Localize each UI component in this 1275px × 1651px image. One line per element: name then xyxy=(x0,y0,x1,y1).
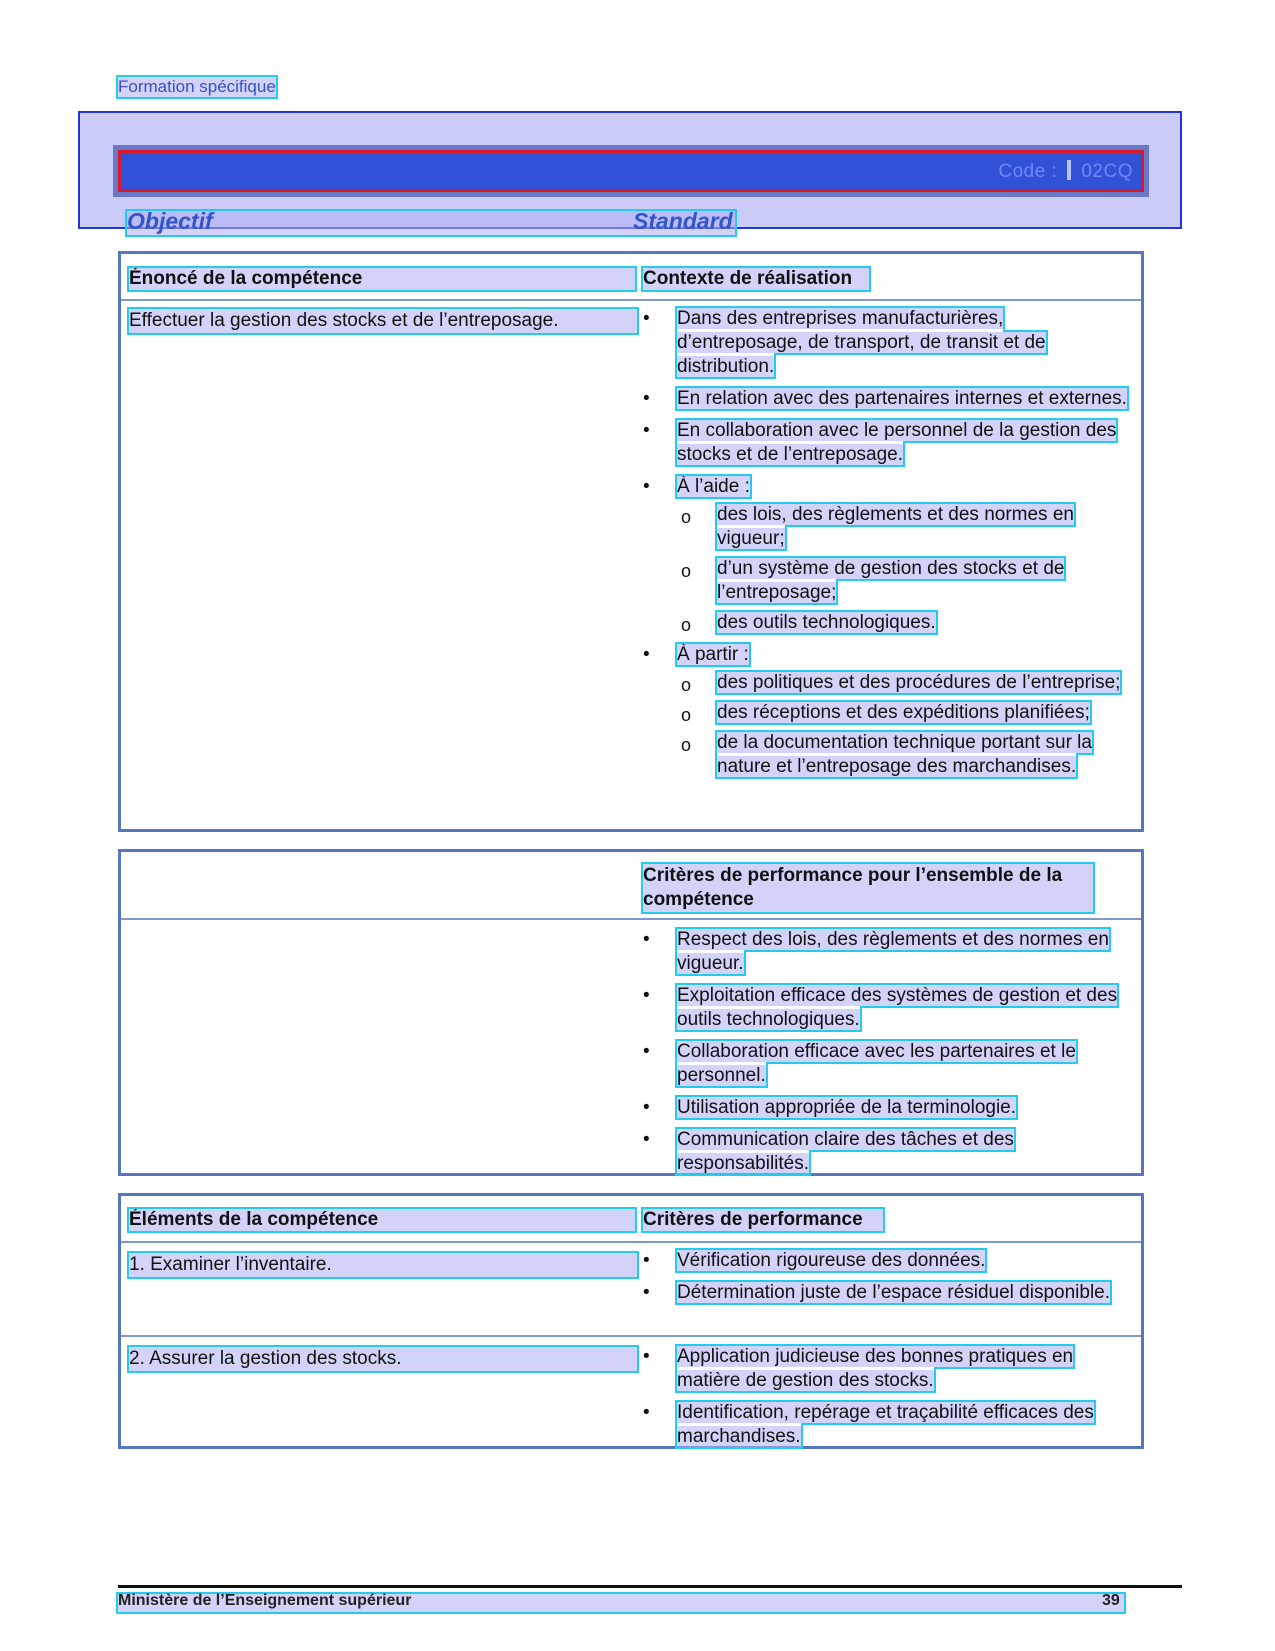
criteria-item: • Exploitation efficace des systèmes de gestion et des outils technologiques. xyxy=(643,984,1133,1032)
context-subitem: o des politiques et des procédures de l’entreprise; xyxy=(677,671,1133,695)
overall-criteria-body xyxy=(121,920,1141,1175)
competence-table-body xyxy=(121,301,1141,831)
context-item: • À l’aide : o des lois, des règlements et des normes en vigueur; o d’un système de gestion des stocks et de l’entreposage; o des outils technologiques. xyxy=(643,475,1133,635)
context-subitem: o des outils technologiques. xyxy=(677,611,1133,635)
element-row xyxy=(121,1337,1141,1445)
context-item: • Dans des entreprises manufacturières, d’entreposage, de transport, de transit et de distribution. xyxy=(643,307,1133,379)
criteria-item: • Communication claire des tâches et des responsabilités. xyxy=(643,1128,1133,1176)
criteria-item: • Application judicieuse des bonnes pratiques en matière de gestion des stocks. xyxy=(643,1345,1133,1393)
context-header: Contexte de réalisation xyxy=(643,268,869,290)
criteria-item: • Respect des lois, des règlements et des normes en vigueur. xyxy=(643,928,1133,976)
overall-criteria-header: Critères de performance pour l’ensemble de la compétence xyxy=(643,864,1093,912)
competence-table xyxy=(118,251,1144,832)
performance-header: Critères de performance xyxy=(643,1209,883,1231)
context-subitem: o de la documentation technique portant sur la nature et l’entreposage des marchandises. xyxy=(677,731,1133,779)
element-criteria xyxy=(643,1345,1133,1457)
objective-title: Objectif xyxy=(127,208,213,234)
criteria-item: • Vérification rigoureuse des données. xyxy=(643,1249,1133,1273)
context-list xyxy=(643,307,1133,787)
code-bar xyxy=(118,150,1144,192)
footer-ministry: Ministère de l’Enseignement supérieur xyxy=(118,1592,412,1609)
overall-criteria-header-row xyxy=(121,852,1141,920)
element-label: 2. Assurer la gestion des stocks. xyxy=(129,1347,637,1371)
context-subitem: o d’un système de gestion des stocks et de l’entreposage; xyxy=(677,557,1133,605)
criteria-item: • Collaboration efficace avec les partenaires et le personnel. xyxy=(643,1040,1133,1088)
document-header-label: Formation spécifique xyxy=(118,77,276,96)
context-subitem: o des lois, des règlements et des normes en vigueur; xyxy=(677,503,1133,551)
code-text xyxy=(998,160,1133,183)
element-criteria xyxy=(643,1249,1133,1313)
criteria-item: • Identification, repérage et traçabilité efficaces des marchandises. xyxy=(643,1401,1133,1449)
elements-table xyxy=(118,1193,1144,1449)
footer-divider xyxy=(118,1585,1182,1588)
code-separator xyxy=(1067,160,1071,180)
element-row xyxy=(121,1243,1141,1337)
competence-table-header xyxy=(121,254,1141,301)
context-item: • En relation avec des partenaires internes et externes. xyxy=(643,387,1133,411)
code-value: 02CQ xyxy=(1081,161,1133,182)
overall-criteria-list xyxy=(643,928,1133,1184)
code-label: Code : xyxy=(998,161,1058,182)
context-item: • En collaboration avec le personnel de la gestion des stocks et de l’entreposage. xyxy=(643,419,1133,467)
standard-title: Standard xyxy=(633,208,733,234)
competence-statement: Effectuer la gestion des stocks et de l’entreposage. xyxy=(129,309,637,333)
context-subitem: o des réceptions et des expéditions planifiées; xyxy=(677,701,1133,725)
element-label: 1. Examiner l’inventaire. xyxy=(129,1253,637,1277)
elements-table-header xyxy=(121,1196,1141,1243)
criteria-item: • Détermination juste de l’espace résiduel disponible. xyxy=(643,1281,1133,1305)
footer-page-number: 39 xyxy=(1102,1592,1120,1609)
context-item: • À partir : o des politiques et des procédures de l’entreprise; o des réceptions et des expéditions planifiées; o de la documentation technique portant sur la nature et l’entreposage des marchandises. xyxy=(643,643,1133,779)
overall-criteria-table xyxy=(118,849,1144,1176)
elements-header: Éléments de la compétence xyxy=(129,1209,635,1231)
criteria-item: • Utilisation appropriée de la terminologie. xyxy=(643,1096,1133,1120)
statement-header: Énoncé de la compétence xyxy=(129,268,635,290)
